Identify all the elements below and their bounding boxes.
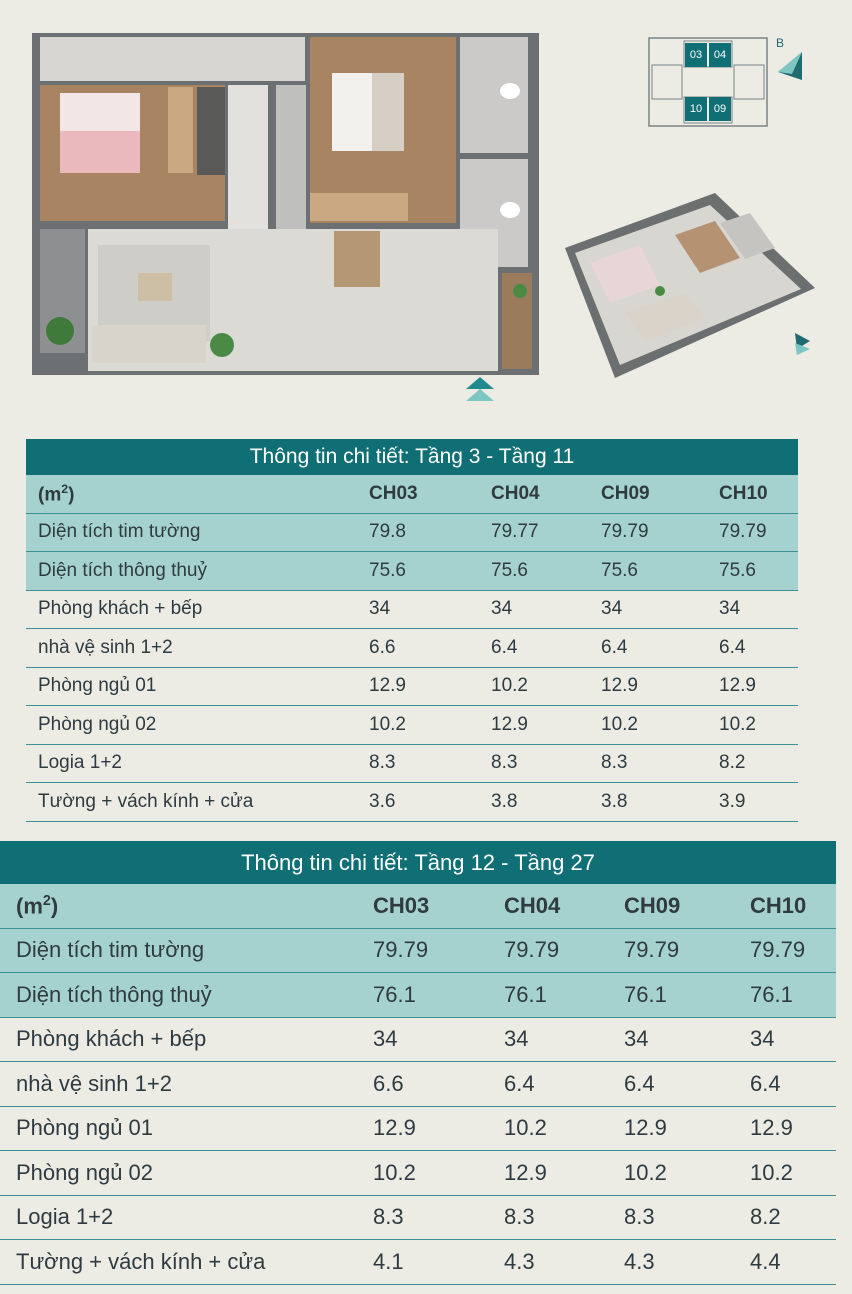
- table-row: [0, 1151, 836, 1196]
- table-row: [26, 591, 798, 630]
- key-map: [648, 37, 768, 127]
- table-cell: 3.8: [491, 790, 518, 812]
- table-title: Thông tin chi tiết: Tầng 3 - Tầng 11: [26, 439, 798, 475]
- compass-arrow-icon: [774, 50, 806, 84]
- table-cell: 6.4: [750, 1070, 781, 1096]
- table-cell: 4.4: [750, 1248, 781, 1274]
- table-row: [26, 629, 798, 668]
- table-cell: 8.2: [719, 752, 746, 774]
- table-cell: 10.2: [719, 713, 756, 735]
- table-cell: 4.3: [504, 1248, 535, 1274]
- table-cell: 75.6: [491, 559, 528, 581]
- table-row: [0, 929, 836, 974]
- table-cell: 34: [719, 598, 741, 620]
- table-cell: 12.9: [719, 675, 756, 697]
- table-cell: 3.6: [369, 790, 396, 812]
- table-cell: 79.79: [504, 937, 560, 963]
- direction-label: B: [776, 36, 785, 50]
- unit-label: $(m^2)$: [16, 892, 59, 918]
- table-row: [26, 783, 798, 822]
- table-cell: 8.3: [504, 1204, 535, 1230]
- table-cell: 6.4: [504, 1070, 535, 1096]
- table-header-row: [26, 475, 798, 514]
- table-row: [26, 514, 798, 553]
- table-cell: 3.8: [601, 790, 628, 812]
- row-label: Diện tích thông thuỷ: [38, 559, 207, 581]
- area-table-floors-3-11: [26, 439, 798, 822]
- table-cell: 79.77: [491, 521, 539, 543]
- table-row: [26, 668, 798, 707]
- table-row: [0, 973, 836, 1018]
- row-label: Diện tích tim tường: [16, 937, 205, 963]
- entrance-arrow-icon: [466, 377, 494, 403]
- table-cell: 8.3: [601, 752, 628, 774]
- column-header: CH03: [373, 892, 430, 918]
- table-cell: 12.9: [601, 675, 638, 697]
- table-row: [0, 1018, 836, 1063]
- table-cell: 75.6: [719, 559, 756, 581]
- table-cell: 6.4: [624, 1070, 655, 1096]
- table-row: [26, 706, 798, 745]
- column-header: CH09: [601, 482, 650, 504]
- table-cell: 12.9: [491, 713, 528, 735]
- table-row: [0, 1062, 836, 1107]
- row-label: Logia 1+2: [16, 1204, 114, 1230]
- table-row: [26, 745, 798, 784]
- table-cell: 79.79: [373, 937, 429, 963]
- key-map-unit-03: 03: [689, 49, 703, 61]
- table-cell: 8.2: [750, 1204, 781, 1230]
- table-cell: 12.9: [624, 1115, 667, 1141]
- table-title: Thông tin chi tiết: Tầng 12 - Tầng 27: [0, 841, 836, 884]
- table-cell: 10.2: [504, 1115, 547, 1141]
- key-map-unit-10: 10: [689, 103, 703, 115]
- table-row: [26, 552, 798, 591]
- table-cell: 10.2: [601, 713, 638, 735]
- unit-label: $(m^2)$: [38, 481, 75, 505]
- row-label: Diện tích thông thuỷ: [16, 981, 212, 1007]
- table-cell: 10.2: [750, 1159, 793, 1185]
- table-cell: 10.2: [491, 675, 528, 697]
- table-cell: 79.79: [750, 937, 806, 963]
- row-label: Phòng ngủ 02: [16, 1159, 154, 1185]
- column-header: CH10: [719, 482, 768, 504]
- table-header-row: [0, 884, 836, 929]
- key-map-unit-09: 09: [713, 103, 727, 115]
- row-label: nhà vệ sinh 1+2: [38, 636, 173, 658]
- row-label: nhà vệ sinh 1+2: [16, 1070, 172, 1096]
- table-cell: 76.1: [624, 981, 667, 1007]
- row-label: Phòng ngủ 02: [38, 713, 157, 735]
- table-cell: 34: [369, 598, 391, 620]
- isometric-view: [565, 193, 820, 383]
- row-label: Phòng ngủ 01: [16, 1115, 154, 1141]
- column-header: CH09: [624, 892, 681, 918]
- table-row: [0, 1107, 836, 1152]
- table-row: [0, 1240, 836, 1285]
- table-cell: 6.6: [369, 636, 396, 658]
- row-label: Tường + vách kính + cửa: [38, 790, 254, 812]
- table-cell: 76.1: [504, 981, 547, 1007]
- column-header: CH04: [504, 892, 561, 918]
- table-cell: 8.3: [373, 1204, 404, 1230]
- column-header: CH03: [369, 482, 418, 504]
- table-cell: 76.1: [373, 981, 416, 1007]
- table-cell: 6.4: [491, 636, 518, 658]
- area-table-floors-12-27: [0, 841, 836, 1285]
- table-cell: 8.3: [369, 752, 396, 774]
- row-label: Phòng khách + bếp: [16, 1026, 207, 1052]
- table-cell: 34: [373, 1026, 398, 1052]
- table-cell: 12.9: [373, 1115, 416, 1141]
- table-cell: 76.1: [750, 981, 793, 1007]
- row-label: Phòng khách + bếp: [38, 598, 203, 620]
- table-cell: 75.6: [369, 559, 406, 581]
- table-cell: 34: [750, 1026, 775, 1052]
- key-map-unit-04: 04: [713, 49, 727, 61]
- table-cell: 10.2: [369, 713, 406, 735]
- table-cell: 12.9: [369, 675, 406, 697]
- row-label: Logia 1+2: [38, 752, 122, 774]
- column-header: CH10: [750, 892, 807, 918]
- row-label: Tường + vách kính + cửa: [16, 1248, 266, 1274]
- table-cell: 6.4: [601, 636, 628, 658]
- table-cell: 6.4: [719, 636, 746, 658]
- table-cell: 6.6: [373, 1070, 404, 1096]
- table-cell: 79.79: [624, 937, 680, 963]
- table-cell: 12.9: [504, 1159, 547, 1185]
- table-cell: 75.6: [601, 559, 638, 581]
- table-cell: 34: [624, 1026, 649, 1052]
- table-cell: 10.2: [624, 1159, 667, 1185]
- row-label: Phòng ngủ 01: [38, 675, 157, 697]
- table-cell: 79.79: [601, 521, 649, 543]
- table-cell: 10.2: [373, 1159, 416, 1185]
- table-cell: 12.9: [750, 1115, 793, 1141]
- table-cell: 79.8: [369, 521, 406, 543]
- floor-plan: [32, 33, 539, 375]
- table-cell: 34: [491, 598, 513, 620]
- compass: [774, 36, 806, 84]
- table-cell: 34: [601, 598, 623, 620]
- table-cell: 8.3: [624, 1204, 655, 1230]
- table-cell: 4.3: [624, 1248, 655, 1274]
- column-header: CH04: [491, 482, 540, 504]
- table-cell: 8.3: [491, 752, 518, 774]
- row-label: Diện tích tim tường: [38, 521, 201, 543]
- table-cell: 3.9: [719, 790, 746, 812]
- table-cell: 34: [504, 1026, 529, 1052]
- table-cell: 4.1: [373, 1248, 404, 1274]
- table-row: [0, 1196, 836, 1241]
- table-cell: 79.79: [719, 521, 767, 543]
